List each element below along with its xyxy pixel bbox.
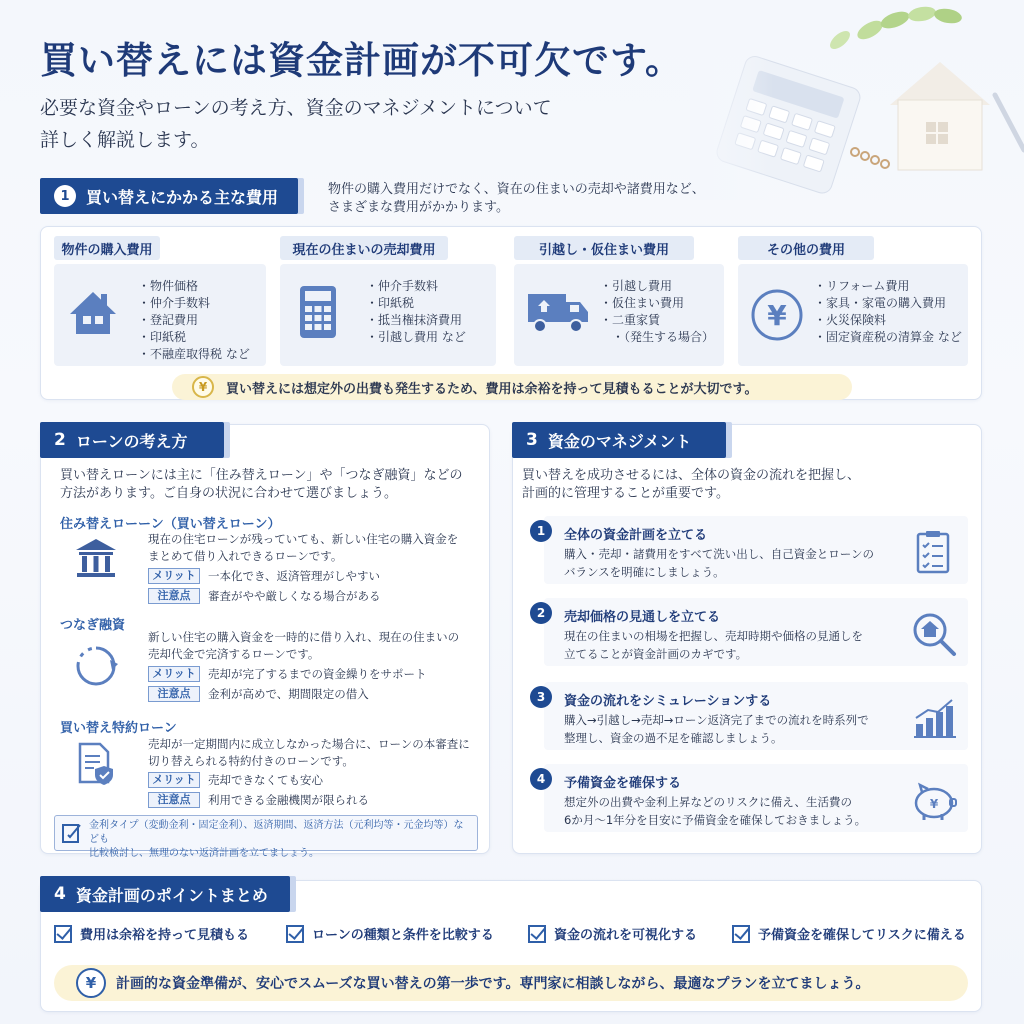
svg-text:¥: ¥ — [929, 797, 939, 811]
list-item: ・ 仲介手数料 — [366, 278, 466, 295]
merit-text: 売却が完了するまでの資金繰りをサポート — [208, 667, 427, 681]
house-icon — [66, 286, 120, 340]
cost-list — [138, 278, 250, 363]
caution-row — [148, 684, 369, 704]
loan-note — [54, 815, 478, 859]
cost-list — [600, 278, 714, 346]
section3-intro-line-1: 買い替えを成功させるには、全体の資金の流れを把握し、 — [522, 468, 861, 483]
step-number: 4 — [530, 768, 552, 790]
svg-text:¥: ¥ — [767, 299, 787, 332]
step-title: 予備資金を確保する — [564, 776, 682, 791]
step-desc-line: 立てることが資金計画のカギです。 — [564, 647, 748, 661]
check-label: 資金の流れを可視化する — [554, 928, 698, 943]
step-title: 全体の資金計画を立てる — [564, 528, 708, 543]
checkbox-icon — [528, 925, 546, 943]
caution-text: 審査がやや厳しくなる場合がある — [208, 589, 381, 603]
caution-row — [148, 790, 369, 810]
page-title: 買い替えには資金計画が不可欠です。 — [40, 39, 684, 82]
step-title: 資金の流れをシミュレーションする — [564, 694, 772, 709]
loan-desc-line: 現在の住宅ローンが残っていても、新しい住宅の購入資金を — [148, 532, 459, 546]
step-desc-line: 購入・売却・諸費用をすべて洗い出し、自己資金とローンの — [564, 547, 875, 561]
list-item: ・ 不融産取得税 など — [138, 346, 250, 363]
final-message: 計画的な資金準備が、安心でスムーズな買い替えの第一歩です。専門家に相談しながら、最適なプランを立てましょう。 — [116, 976, 870, 992]
list-item: ・ 仮住まい費用 — [600, 295, 714, 312]
loan-description — [148, 736, 478, 770]
section1-desc-line-2: さまざまな費用がかかります。 — [328, 200, 509, 215]
section2-header — [40, 422, 224, 458]
caution-tag: 注意点 — [148, 792, 200, 808]
cost-list — [366, 278, 466, 346]
caution-tag: 注意点 — [148, 686, 200, 702]
lead-line-1: 必要な資金やローンの考え方、資金のマネジメントについて — [40, 97, 552, 119]
list-item: ・ 固定資産税の清算金 など — [814, 329, 962, 346]
list-item: ・ 家具・家電の購入費用 — [814, 295, 962, 312]
list-item: ・ 二重家賃 — [600, 312, 714, 329]
summary-check-item — [54, 924, 249, 943]
growth-chart-icon — [912, 696, 958, 740]
step-desc-line: 現在の住まいの相場を把握し、売却時期や価格の見通しを — [564, 629, 863, 643]
checkbox-icon — [54, 925, 72, 943]
check-label: 予備資金を確保してリスクに備える — [758, 928, 966, 943]
loan-description — [148, 629, 478, 663]
truck-icon — [526, 290, 590, 334]
checklist-icon — [914, 530, 954, 574]
loan-desc-line: 売却代金で完済するローンです。 — [148, 647, 320, 661]
summary-check-item — [732, 924, 966, 943]
merit-tag: メリット — [148, 772, 200, 788]
loan-desc-line: まとめて借り入れできるローンです。 — [148, 549, 343, 563]
merit-row — [148, 770, 323, 790]
note-line-2: 比較検討し、無理のない返済計画を立てましょう。 — [89, 848, 319, 859]
house-search-icon — [912, 612, 958, 658]
list-item: ・ 抵当権抹済費用 — [366, 312, 466, 329]
step-desc-line: 購入→引越し→売却→ローン返済完了までの流れを時系列で — [564, 713, 869, 727]
section1-tip — [172, 374, 852, 400]
cost-column-sale — [280, 264, 496, 366]
list-item: ・ リフォーム費用 — [814, 278, 962, 295]
loan-desc-line: 新しい住宅の購入資金を一時的に借り入れ、現在の住まいの — [148, 630, 460, 644]
loan-name: 住み替えローーン（買い替えローン） — [60, 517, 281, 532]
checkbox-icon — [286, 925, 304, 943]
list-item: ・ 火災保険料 — [814, 312, 962, 329]
section4-title: 資金計画のポイントまとめ — [75, 885, 268, 905]
section3-title: 資金のマネジメント — [547, 431, 692, 451]
summary-check-item — [528, 924, 697, 943]
step-number: 2 — [530, 602, 552, 624]
calculator-icon — [298, 284, 338, 340]
lead-line-2: 詳しく解説します。 — [40, 129, 210, 151]
hero-illustration — [690, 0, 1024, 200]
list-item: ・ 物件価格 — [138, 278, 250, 295]
loan-name: つなぎ融資 — [60, 618, 126, 633]
cost-column-title: 現在の住まいの売却費用 — [280, 236, 448, 260]
loan-description — [148, 531, 478, 565]
list-item: ・ 印紙税 — [138, 329, 250, 346]
final-message-bar — [54, 965, 968, 1001]
step-description — [564, 545, 894, 581]
summary-check-item — [286, 924, 494, 943]
piggy-bank-icon — [910, 780, 960, 822]
cycle-icon — [74, 644, 118, 688]
section1-title: 買い替えにかかる主な費用 — [86, 187, 279, 207]
caution-row — [148, 586, 381, 606]
caution-text: 利用できる金融機関が限られる — [208, 793, 369, 807]
merit-row — [148, 566, 380, 586]
step-number: 3 — [530, 686, 552, 708]
caution-text: 金利が高めで、期間限定の借入 — [208, 687, 369, 701]
section1-header — [40, 178, 298, 214]
step-desc-line: 整理し、資金の過不足を確認しましょう。 — [564, 731, 783, 745]
section2-title: ローンの考え方 — [75, 431, 188, 451]
section4-number: 4 — [54, 884, 66, 904]
list-item: ・ 引越し費用 — [600, 278, 714, 295]
cost-column-title: その他の費用 — [738, 236, 874, 260]
step-title: 売却価格の見通しを立てる — [564, 610, 721, 625]
list-item: ・ 登記費用 — [138, 312, 250, 329]
list-item: ・ 引越し費用 など — [366, 329, 466, 346]
section1-desc-line-1: 物件の購入費用だけでなく、資在の住まいの売却や諸費用など、 — [328, 182, 705, 197]
note-line-1: 金利タイプ（変動金利・固定金利）、返済期間、返済方法（元利均等・元金均等）なども — [89, 820, 464, 845]
step-desc-line: バランスを明確にしましょう。 — [564, 565, 725, 579]
document-shield-icon — [76, 742, 116, 786]
tip-text: 買い替えには想定外の出費も発生するため、費用は余裕を持って見積もることが大切です。 — [226, 381, 758, 397]
step-desc-line: 想定外の出費や金利上昇などのリスクに備え、生活費の — [564, 795, 852, 809]
lightbulb-icon: ¥ — [192, 376, 214, 398]
list-item: ・ （発生する場合） — [600, 329, 714, 346]
step-description — [564, 711, 904, 747]
merit-text: 一本化でき、返済管理がしやすい — [208, 569, 381, 583]
caution-tag: 注意点 — [148, 588, 200, 604]
section3-header — [512, 422, 726, 458]
cost-column-title: 引越し・仮住まい費用 — [514, 236, 694, 260]
section2-intro-line-1: 買い替えローンには主に「住み替えローン」や「つなぎ融資」などの — [60, 468, 463, 483]
section2-intro — [60, 467, 480, 503]
yen-icon: ¥ — [76, 968, 106, 998]
yen-icon — [750, 288, 804, 342]
merit-tag: メリット — [148, 568, 200, 584]
loan-name: 買い替え特約ローン — [60, 721, 177, 736]
merit-tag: メリット — [148, 666, 200, 682]
page-lead — [40, 92, 680, 156]
check-label: 費用は余裕を持って見積もる — [80, 928, 250, 943]
bank-icon — [74, 536, 118, 580]
step-number: 1 — [530, 520, 552, 542]
cost-column-other — [738, 264, 968, 366]
section2-number: 2 — [54, 430, 66, 450]
cost-column-moving — [514, 264, 724, 366]
section1-description — [328, 181, 748, 217]
merit-row — [148, 664, 427, 684]
cost-column-title: 物件の購入費用 — [54, 236, 160, 260]
merit-text: 売却できなくても安心 — [208, 773, 323, 787]
checkbox-icon — [732, 925, 750, 943]
list-item: ・ 印紙税 — [366, 295, 466, 312]
section3-number: 3 — [526, 430, 538, 450]
edit-note-icon — [62, 822, 82, 844]
section2-intro-line-2: 方法があります。ご自身の状況に合わせて選びましょう。 — [60, 486, 397, 501]
section1-number: 1 — [54, 185, 76, 207]
list-item: ・ 仲介手数料 — [138, 295, 250, 312]
section3-intro — [522, 467, 962, 503]
step-description — [564, 793, 904, 829]
step-description — [564, 627, 894, 663]
loan-desc-line: 売却が一定期間内に成立しなかった場合に、ローンの本審査に — [148, 737, 470, 751]
section4-header — [40, 876, 290, 912]
step-desc-line: 6か月〜1年分を目安に予備資金を確保しておきましょう。 — [564, 813, 867, 827]
check-label: ローンの種類と条件を比較する — [312, 928, 494, 943]
loan-desc-line: 切り替えられる特約付きのローンです。 — [148, 754, 354, 768]
cost-column-purchase — [54, 264, 266, 366]
section3-intro-line-2: 計画的に管理することが重要です。 — [522, 486, 729, 501]
cost-list — [814, 278, 962, 346]
